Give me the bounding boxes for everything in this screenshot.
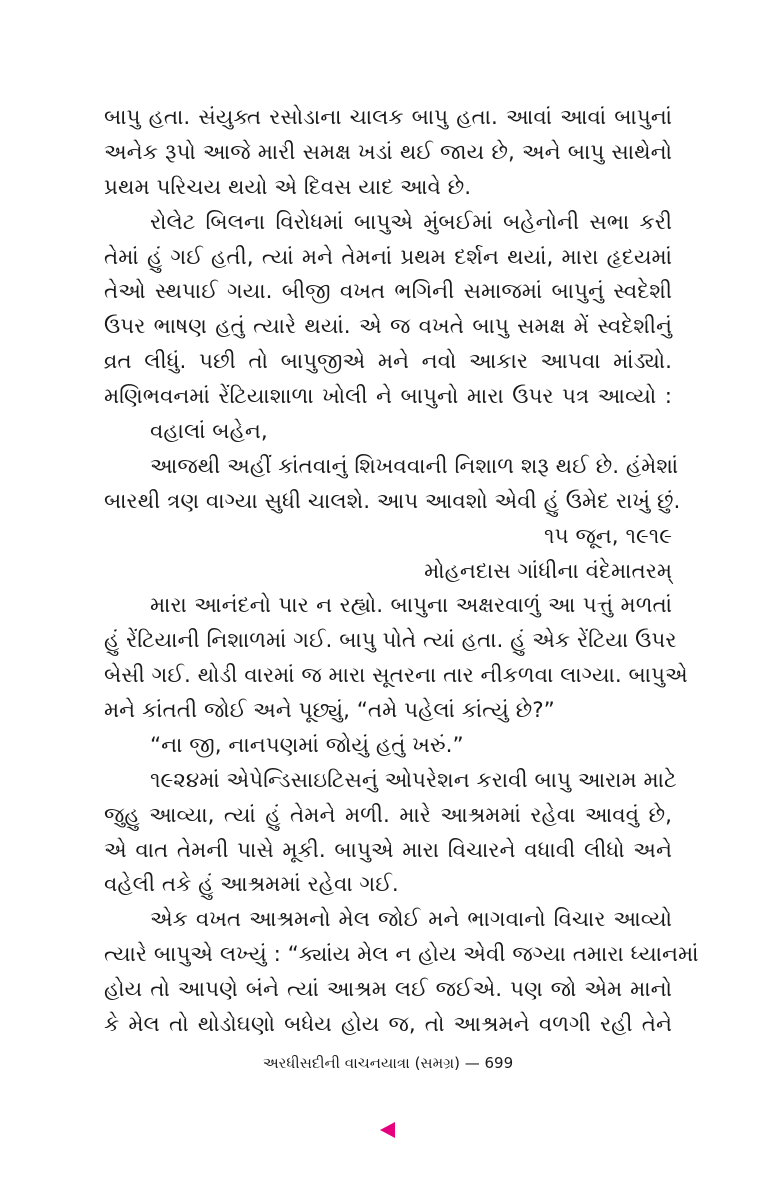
text-line-7: ઉપર ભાષણ હતું ત્યારે થયાં. એ જ વખતે બાપુ સમક્ષ મેં સ્વદેશીનું [104, 314, 672, 339]
text-line-6: તેઓ સ્થપાઈ ગયા. બીજી વખત ભગિની સમાજમાં બાપુનું સ્વદેશી [104, 279, 672, 304]
text-line-23: વહેલી તકે હું આશ્રમમાં રહેવા ગઈ. [104, 872, 399, 897]
text-line-16: હું રેંટિયાની નિશાળમાં ગઈ. બાપુ પોતે ત્યાં હતા. હું એક રેંટિયા ઉપર [104, 628, 677, 653]
text-line-9: મણિભવનમાં રેંટિયાશાળા ખોલી ને બાપુનો મારા ઉપર પત્ર આવ્યો : [104, 384, 672, 409]
text-line-25: ત્યારે બાપુએ લખ્યું : “ક્યાંય મેલ ન હોય એવી જગ્યા તમારા ધ્યાનમાં [104, 942, 699, 967]
letter-signature: મોહનદાસ ગાંધીના વંદેમાતરમ્ [424, 559, 672, 584]
letter-date: ૧૫ જૂન, ૧૯૧૯ [543, 524, 672, 549]
text-line-24: એક વખત આશ્રમનો મેલ જોઈ મને ભાગવાનો વિચાર આવ્યો [150, 907, 672, 932]
text-line-27: કે મેલ તો થોડોઘણો બધેય હોય જ, તો આશ્રમને વળગી રહી તેને [104, 1012, 672, 1037]
letter-salutation: વહાલાં બહેન, [150, 419, 268, 444]
text-line-8: વ્રત લીધું. પછી તો બાપુજીએ મને નવો આકાર આપવા માંડ્યો. [104, 349, 672, 374]
letter-line-2: બારથી ત્રણ વાગ્યા સુધી ચાલશે. આપ આવશો એવી હું ઉમેદ રાખું છું. [104, 489, 681, 514]
text-line-2: અનેક રૂપો આજે મારી સમક્ષ ખડાં થઈ જાય છે, અને બાપુ સાથેનો [104, 140, 672, 165]
text-line-4: રોલેટ બિલના વિરોધમાં બાપુએ મુંબઈમાં બહેનોની સભા કરી [150, 210, 672, 235]
text-line-15: મારા આનંદનો પાર ન રહ્યો. બાપુના અક્ષરવાળું આ પત્તું મળતાં [150, 593, 672, 618]
text-line-5: તેમાં હું ગઈ હતી, ત્યાં મને તેમનાં પ્રથમ દર્શન થયાં, મારા હૃદયમાં [104, 245, 672, 270]
text-line-21: જુહુ આવ્યા, ત્યાં હું તેમને મળી. મારે આશ્રમમાં રહેવા આવવું છે, [104, 803, 672, 828]
text-line-26: હોય તો આપણે બંને ત્યાં આશ્રમ લઈ જઈએ. પણ જો એમ માનો [104, 977, 672, 1002]
previous-page-arrow-icon[interactable] [380, 1122, 395, 1138]
text-line-19: “ના જી, નાનપણમાં જોયું હતું ખરું.” [150, 733, 464, 758]
page-footer: અરધીસદીની વાચનયાત્રા (સમગ્ર) — 699 [262, 1054, 514, 1072]
text-line-17: બેસી ગઈ. થોડી વારમાં જ મારા સૂતરના તાર નીકળવા લાગ્યા. બાપુએ [104, 663, 688, 688]
text-line-22: એ વાત તેમની પાસે મૂકી. બાપુએ મારા વિચારને વધાવી લીધો અને [104, 838, 672, 863]
text-line-18: મને કાંતતી જોઈ અને પૂછ્યું, “તમે પહેલાં કાંત્યું છે?” [104, 698, 555, 723]
text-line-1: બાપુ હતા. સંયુક્ત રસોડાના ચાલક બાપુ હતા. આવાં આવાં બાપુનાં [104, 105, 672, 130]
letter-line-1: આજથી અહીં કાંતવાનું શિખવવાની નિશાળ શરૂ થઈ છે. હંમેશાં [150, 454, 679, 479]
text-line-20: ૧૯૨૪માં એપેન્ડિસાઇટિસનું ઓપરેશન કરાવી બાપુ આરામ માટે [150, 768, 677, 793]
text-line-3: પ્રથમ પરિચય થયો એ દિવસ યાદ આવે છે. [104, 175, 472, 200]
